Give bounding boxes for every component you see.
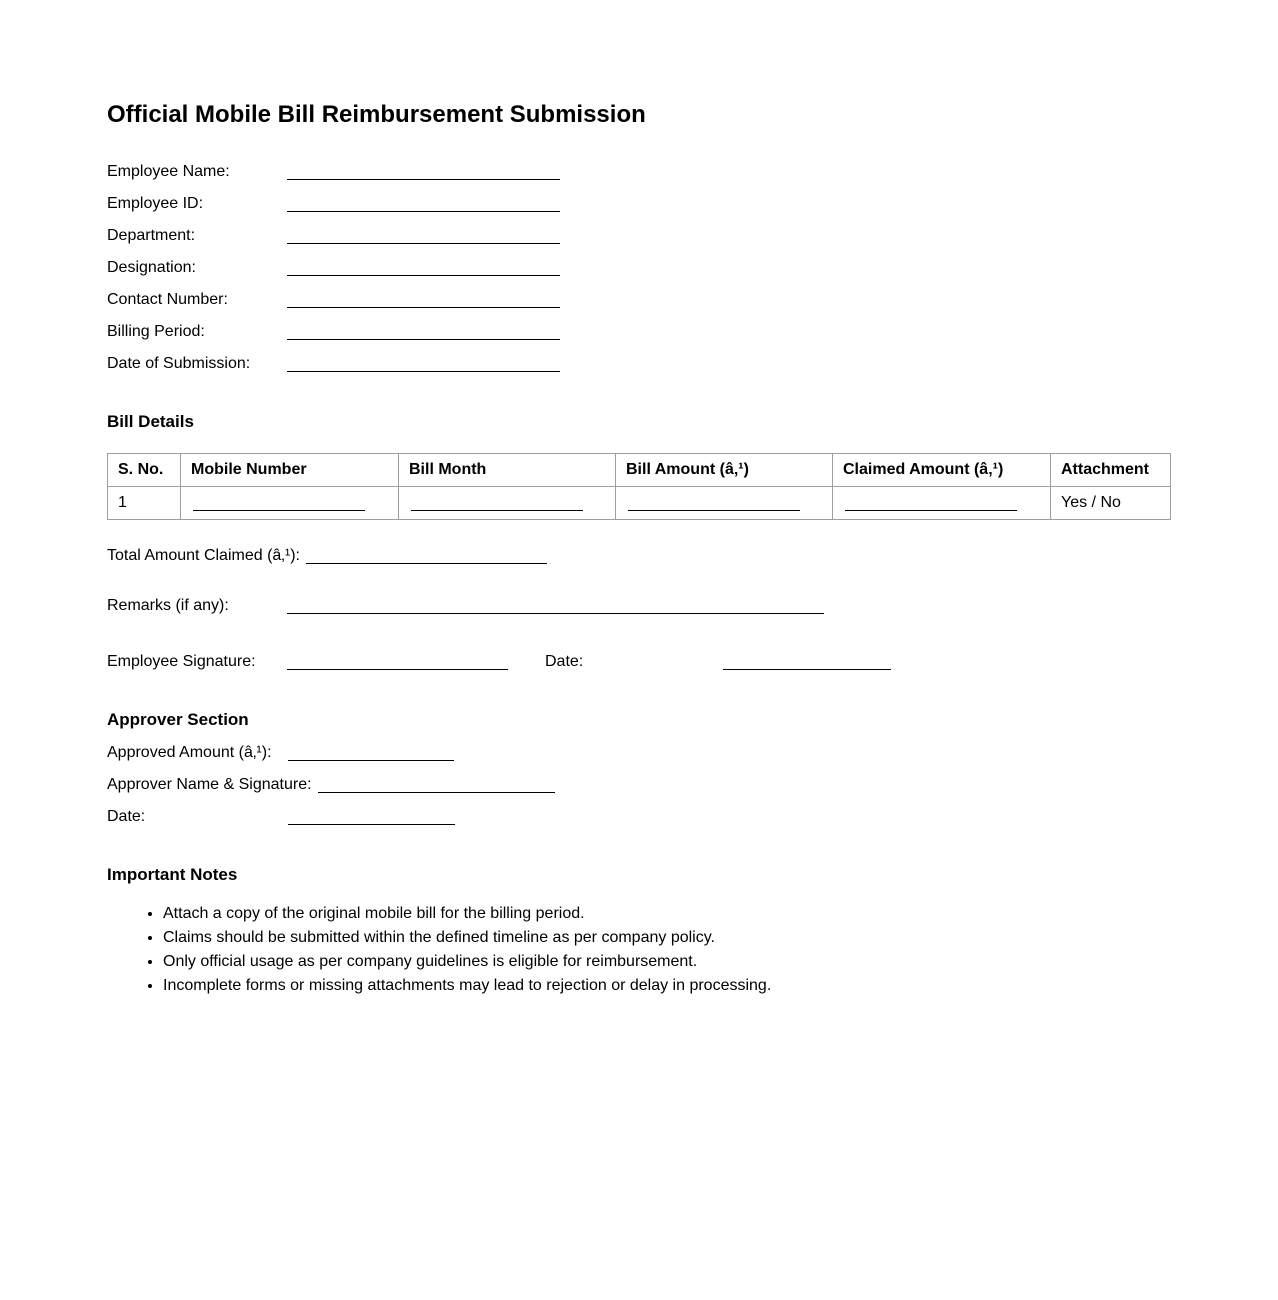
field-row-date-of-submission bbox=[107, 355, 1171, 387]
department-label: Department: bbox=[107, 227, 196, 244]
signature-date-label: Date: bbox=[545, 653, 584, 670]
bill-month-blank bbox=[411, 499, 583, 511]
field-row-designation bbox=[107, 259, 1171, 291]
note-item: • Incomplete forms or missing attachments may lead to rejection or delay in processing. bbox=[163, 974, 1171, 998]
cell-attachment: Yes / No bbox=[1051, 487, 1171, 520]
bill-amount-blank bbox=[628, 499, 800, 511]
approver-name-signature-label: Approver Name & Signature: bbox=[107, 776, 312, 793]
approver-date-row bbox=[107, 808, 1171, 840]
col-header-attachment: Attachment bbox=[1051, 454, 1171, 487]
employee-signature-row bbox=[107, 653, 1171, 675]
contact-number-blank bbox=[287, 296, 560, 308]
remarks-label: Remarks (if any): bbox=[107, 597, 229, 614]
employee-info-section bbox=[107, 163, 1171, 387]
field-row-employee-id bbox=[107, 195, 1171, 227]
field-row-billing-period bbox=[107, 323, 1171, 355]
table-row bbox=[108, 487, 1171, 520]
billing-period-blank bbox=[287, 328, 560, 340]
mobile-number-blank bbox=[193, 499, 365, 511]
approver-section bbox=[107, 744, 1171, 840]
col-header-mobile-number: Mobile Number bbox=[181, 454, 399, 487]
bill-details-table bbox=[107, 453, 1171, 520]
approver-section-heading: Approver Section bbox=[107, 710, 249, 729]
cell-bill-amount bbox=[616, 487, 833, 520]
designation-label: Designation: bbox=[107, 259, 196, 276]
field-row-contact-number bbox=[107, 291, 1171, 323]
contact-number-label: Contact Number: bbox=[107, 291, 228, 308]
note-item: • Attach a copy of the original mobile bill for the billing period. bbox=[163, 902, 1171, 926]
claimed-amount-blank bbox=[845, 499, 1017, 511]
approver-name-signature-blank bbox=[318, 781, 555, 793]
page-title: Official Mobile Bill Reimbursement Submission bbox=[107, 101, 646, 128]
cell-sno: 1 bbox=[108, 487, 181, 520]
employee-name-label: Employee Name: bbox=[107, 163, 230, 180]
field-row-employee-name bbox=[107, 163, 1171, 195]
date-of-submission-label: Date of Submission: bbox=[107, 355, 251, 372]
important-notes-list bbox=[107, 902, 1171, 998]
employee-signature-label: Employee Signature: bbox=[107, 653, 256, 670]
note-item: • Claims should be submitted within the defined timeline as per company policy. bbox=[163, 926, 1171, 950]
employee-id-blank bbox=[287, 200, 560, 212]
total-amount-claimed-label: Total Amount Claimed (â‚¹): bbox=[107, 547, 300, 564]
note-item: • Only official usage as per company guidelines is eligible for reimbursement. bbox=[163, 950, 1171, 974]
employee-name-blank bbox=[287, 168, 560, 180]
col-header-bill-month: Bill Month bbox=[399, 454, 616, 487]
approved-amount-label: Approved Amount (â‚¹): bbox=[107, 744, 272, 761]
billing-period-label: Billing Period: bbox=[107, 323, 205, 340]
date-of-submission-blank bbox=[287, 360, 560, 372]
cell-claimed-amount bbox=[833, 487, 1051, 520]
important-notes-heading: Important Notes bbox=[107, 865, 238, 884]
col-header-sno: S. No. bbox=[108, 454, 181, 487]
approver-name-signature-row bbox=[107, 776, 1171, 808]
approver-date-blank bbox=[288, 813, 455, 825]
approver-date-label: Date: bbox=[107, 808, 146, 825]
designation-blank bbox=[287, 264, 560, 276]
field-row-department bbox=[107, 227, 1171, 259]
cell-bill-month bbox=[399, 487, 616, 520]
cell-mobile-number bbox=[181, 487, 399, 520]
bill-details-heading: Bill Details bbox=[107, 412, 194, 431]
col-header-bill-amount: Bill Amount (â‚¹) bbox=[616, 454, 833, 487]
total-amount-claimed-row bbox=[107, 547, 1171, 569]
employee-id-label: Employee ID: bbox=[107, 195, 204, 212]
remarks-blank bbox=[287, 602, 824, 614]
signature-date-blank bbox=[723, 658, 891, 670]
department-blank bbox=[287, 232, 560, 244]
table-header-row bbox=[108, 454, 1171, 487]
approved-amount-row bbox=[107, 744, 1171, 776]
employee-signature-blank bbox=[287, 658, 508, 670]
approved-amount-blank bbox=[288, 749, 454, 761]
remarks-row bbox=[107, 597, 1171, 619]
col-header-claimed-amount: Claimed Amount (â‚¹) bbox=[833, 454, 1051, 487]
total-amount-claimed-blank bbox=[306, 552, 547, 564]
